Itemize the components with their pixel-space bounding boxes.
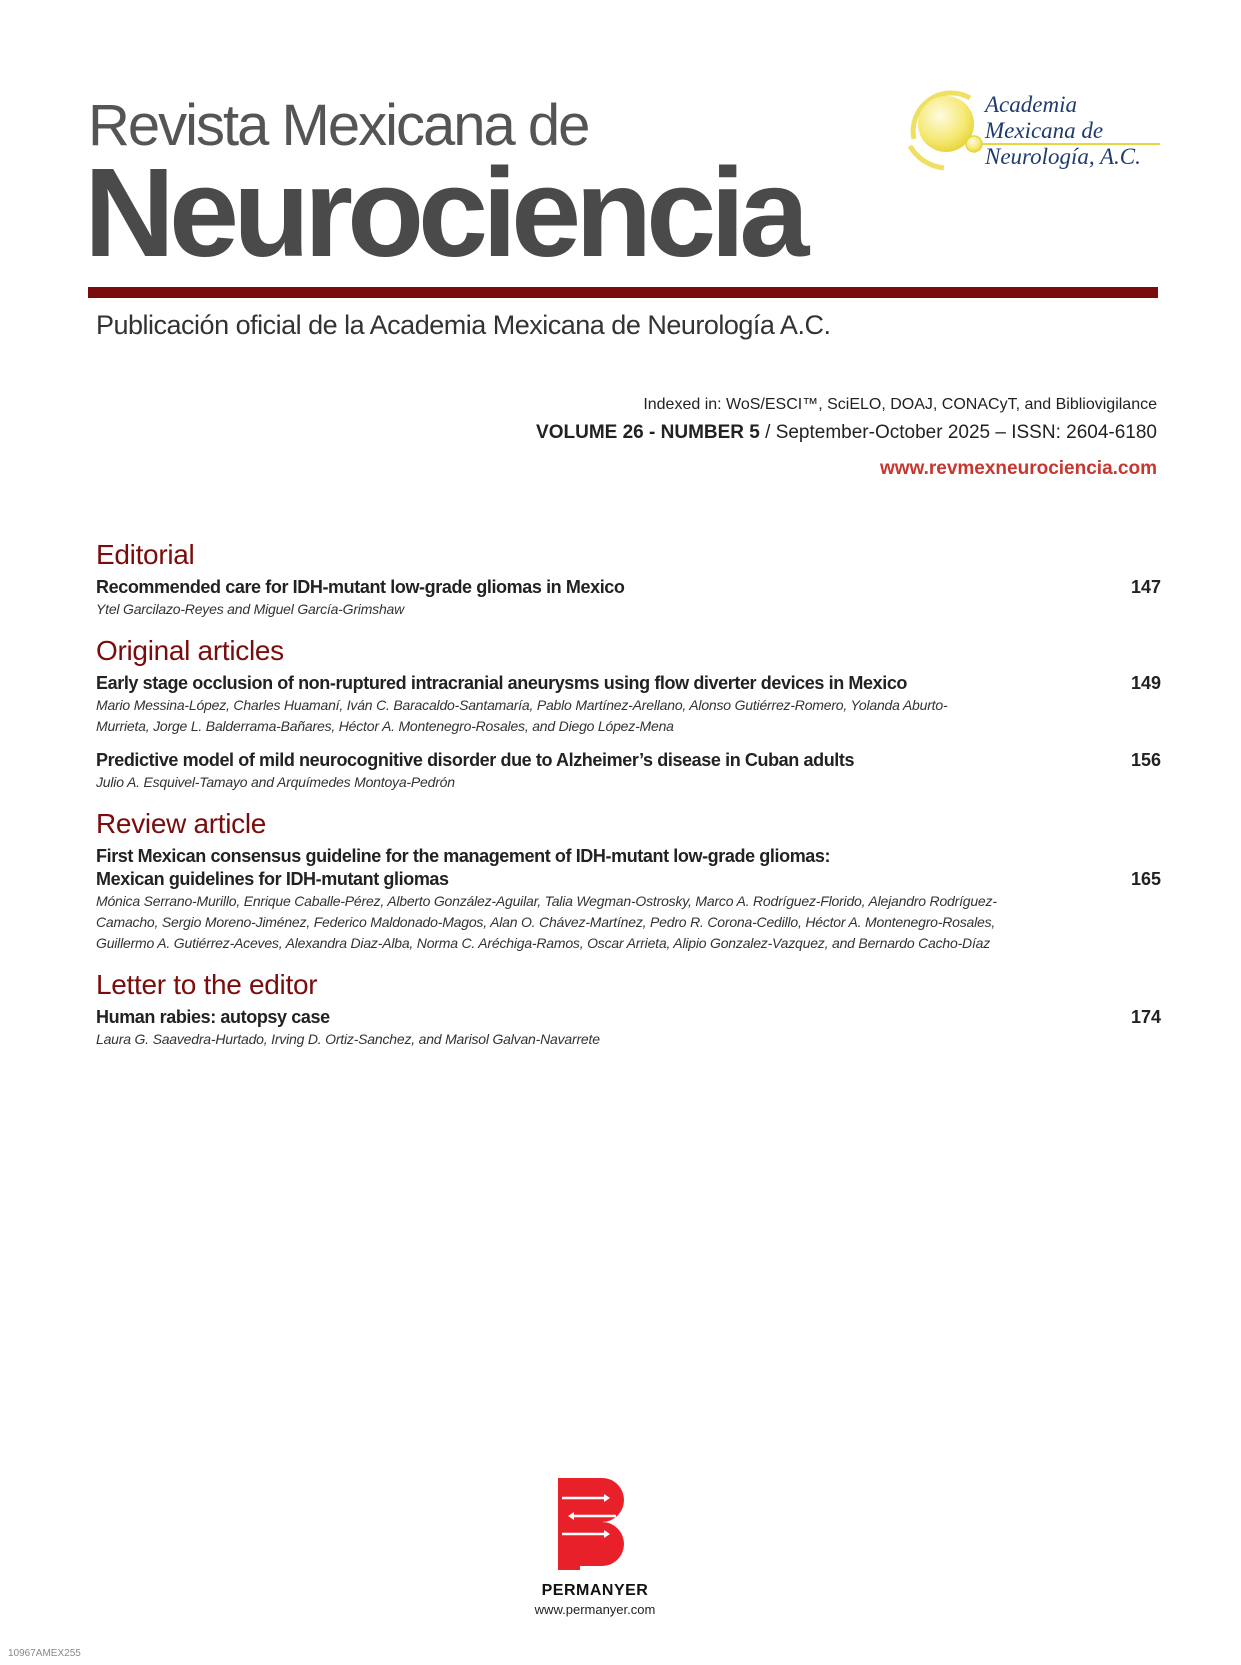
article-authors: Mónica Serrano-Murillo, Enrique Caballe-Pérez, Alberto González-Aguilar, Talia Wegman-Ostrosky, Marco A. Rodríguez-Florido, Alejandro Rodríguez-Camacho, Sergio Moreno-Jiménez, Federico Maldonado-Magos, Alan O. Chávez-Martínez, Pedro R. Corona-Cedillo, Héctor A. Montenegro-Rosales, Guillermo A. Gutiérrez-Aceves, Alexandra Diaz-Alba, Norma C. Aréchiga-Ramos, Oscar Arrieta, Alipio Gonzalez-Vazquez, and Bernardo Cacho-Díaz: [96, 893, 997, 951]
article-title: Recommended care for IDH-mutant low-grade gliomas in Mexico: [96, 577, 625, 597]
page-number: 174: [1130, 1007, 1161, 1027]
toc-section-editorial: [96, 538, 1161, 620]
section-title: Letter to the editor: [96, 969, 318, 1000]
toc-section-review-article: [96, 807, 1161, 954]
article-title: Early stage occlusion of non-ruptured intracranial aneurysms using flow diverter devices in Mexico: [96, 673, 908, 693]
academia-logo-text: [985, 92, 1141, 170]
academia-line1: Academia: [985, 92, 1077, 117]
article-title: First Mexican consensus guideline for the management of IDH-mutant low-grade gliomas: Mexican guidelines for IDH-mutant gliomas: [96, 846, 831, 889]
toc-entry[interactable]: [96, 672, 1161, 737]
article-title: Predictive model of mild neurocognitive disorder due to Alzheimer’s disease in Cuban adults: [96, 750, 855, 770]
section-title: Editorial: [96, 539, 195, 570]
print-code: 10967AMEX255: [8, 1648, 81, 1659]
publisher-name: PERMANYER: [541, 1582, 649, 1599]
journal-name-title: Neurociencia: [84, 142, 804, 283]
publisher-website-link[interactable]: www.permanyer.com: [534, 1602, 656, 1617]
volume-info: [536, 422, 1157, 444]
volume-number: VOLUME 26 - NUMBER 5: [536, 422, 760, 443]
page-number: 147: [1130, 577, 1161, 597]
academia-line2: Mexicana de: [985, 118, 1104, 143]
permanyer-logo-icon: [558, 1478, 628, 1570]
indexing-info: Indexed in: WoS/ESCI™, SciELO, DOAJ, CONACyT, and Bibliovigilance: [643, 396, 1157, 413]
table-of-contents: [96, 538, 1161, 1064]
page-number: 149: [1130, 673, 1161, 693]
masthead-divider: [88, 287, 1158, 298]
academia-line3: Neurología, A.C.: [985, 144, 1141, 169]
toc-entry[interactable]: [96, 576, 1161, 620]
article-title: Human rabies: autopsy case: [96, 1007, 330, 1027]
article-authors: Mario Messina-López, Charles Huamaní, Iván C. Baracaldo-Santamaría, Pablo Martínez-Arellano, Alonso Gutiérrez-Romero, Yolanda Aburto-Murrieta, Jorge L. Balderrama-Bañares, Héctor A. Montenegro-Rosales, and Diego López-Mena: [96, 697, 948, 734]
article-authors: Julio A. Esquivel-Tamayo and Arquímedes Montoya-Pedrón: [96, 774, 455, 790]
article-authors: Laura G. Saavedra-Hurtado, Irving D. Ortiz-Sanchez, and Marisol Galvan-Navarrete: [96, 1031, 600, 1047]
toc-entry[interactable]: [96, 845, 1161, 954]
journal-subtitle: Publicación oficial de la Academia Mexicana de Neurología A.C.: [96, 310, 831, 340]
section-title: Review article: [96, 808, 267, 839]
journal-name-line1: Revista Mexicana de: [88, 93, 589, 158]
toc-section-letter-to-editor: [96, 968, 1161, 1050]
toc-entry[interactable]: [96, 749, 1161, 793]
page-number: 165: [1130, 869, 1161, 889]
page-number: 156: [1130, 750, 1161, 770]
journal-website-link[interactable]: www.revmexneurociencia.com: [879, 458, 1157, 479]
toc-section-original-articles: [96, 634, 1161, 793]
issue-date-issn: / September-October 2025 – ISSN: 2604-6180: [759, 422, 1157, 443]
section-title: Original articles: [96, 635, 284, 666]
toc-entry[interactable]: [96, 1006, 1161, 1050]
article-authors: Ytel Garcilazo-Reyes and Miguel García-Grimshaw: [96, 601, 405, 617]
